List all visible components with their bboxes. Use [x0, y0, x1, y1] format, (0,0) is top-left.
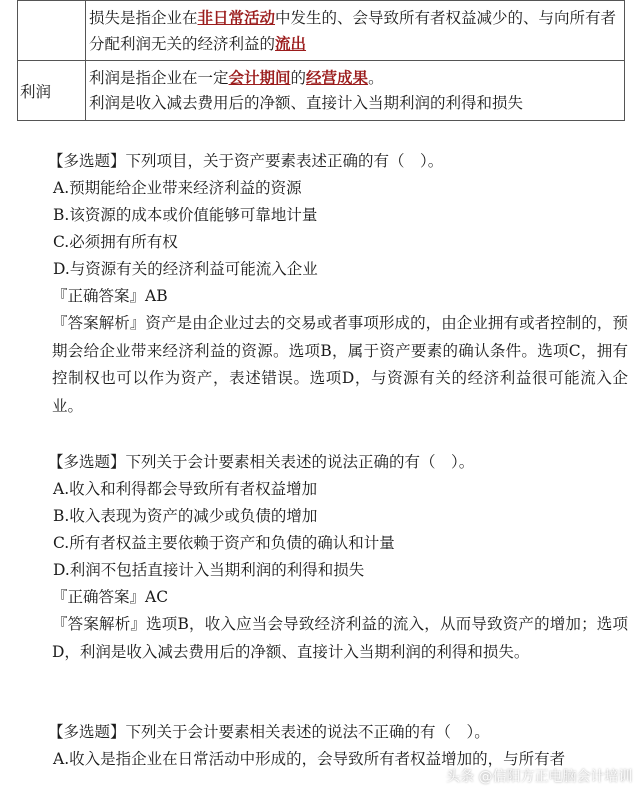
option-b: B.该资源的成本或价值能够可靠地计量	[53, 206, 318, 224]
question-2	[48, 449, 628, 666]
question-stem: 【多选题】下列关于会计要素相关表述的说法正确的有（ ）。	[48, 453, 475, 471]
question-stem: 【多选题】下列项目，关于资产要素表述正确的有（ ）。	[48, 152, 444, 170]
loss-text-1: 损失是指企业在	[89, 8, 198, 27]
table-row-loss	[18, 1, 625, 61]
profit-highlight-1: 会计期间	[228, 68, 291, 87]
option-c: C.所有者权益主要依赖于资产和负债的确认和计量	[53, 534, 395, 552]
profit-highlight-2: 经营成果	[306, 68, 369, 87]
loss-text-2: 中发生的、会导致所有者权益减少的、与向所有者分配利润无关的经济利益的	[89, 8, 617, 53]
correct-answer: 『正确答案』AB	[52, 287, 168, 305]
question-1	[48, 148, 628, 420]
option-a: A.预期能给企业带来经济利益的资源	[53, 179, 302, 197]
option-d: D.利润不包括直接计入当期利润的利得和损失	[53, 561, 365, 579]
definitions-table	[17, 0, 625, 121]
option-b: B.收入表现为资产的减少或负债的增加	[53, 507, 318, 525]
profit-text-3: 。	[368, 69, 384, 87]
option-d: D.与资源有关的经济利益可能流入企业	[53, 260, 318, 278]
question-stem: 【多选题】下列关于会计要素相关表述的说法不正确的有（ ）。	[48, 723, 490, 741]
answer-explanation: 『答案解析』选项B，收入应当会导致经济利益的流入，从而导致资产的增加；选项D，利润是收入减去费用后的净额、直接计入当期利润的利得和损失。	[52, 615, 628, 661]
loss-highlight-2: 流出	[275, 33, 307, 53]
row-label-profit: 利润	[18, 61, 86, 121]
option-a: A.收入是指企业在日常活动中形成的，会导致所有者权益增加的，与所有者	[53, 750, 566, 768]
loss-highlight-1: 非日常活动	[197, 7, 276, 27]
option-a: A.收入和利得都会导致所有者权益增加	[53, 480, 318, 498]
watermark: 头条 @信阳方正电脑会计培训	[446, 769, 633, 785]
profit-definition	[86, 61, 625, 121]
loss-definition	[86, 1, 625, 61]
profit-text-1: 利润是指企业在一定	[89, 69, 229, 87]
table-row-profit	[18, 61, 625, 121]
correct-answer: 『正确答案』AC	[52, 588, 169, 606]
profit-text-line2: 利润是收入减去费用后的净额、直接计入当期利润的利得和损失	[89, 94, 524, 112]
option-c: C.必须拥有所有权	[53, 233, 178, 251]
profit-text-2: 的	[290, 69, 307, 87]
answer-explanation: 『答案解析』资产是由企业过去的交易或者事项形成的，由企业拥有或者控制的，预期会给企业带来经济利益的资源。选项B，属于资产要素的确认条件。选项C，拥有控制权也可以作为资产，表述错误。选项D，与资源有关的经济利益很可能流入企业。	[52, 314, 628, 415]
row-label-loss	[18, 1, 86, 61]
